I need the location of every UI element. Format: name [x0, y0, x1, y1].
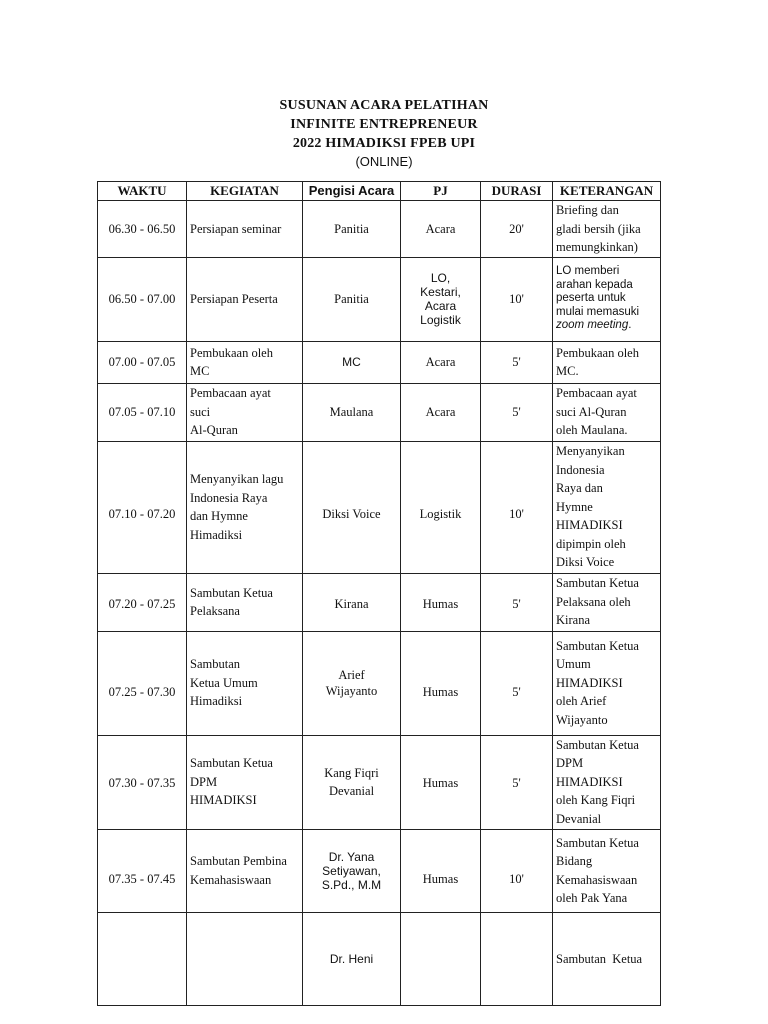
cell-line: Dr. Yana — [328, 849, 375, 864]
cell-line: Persiapan Peserta — [190, 291, 278, 306]
cell-line: 10' — [509, 506, 524, 521]
cell-line: 07.25 - 07.30 — [108, 684, 176, 699]
cell-line: 10' — [509, 871, 524, 886]
cell-keterangan — [553, 735, 661, 829]
cell-durasi: 5' — [481, 341, 553, 383]
cell-keterangan — [553, 631, 661, 735]
header-pengisi-acara: Pengisi Acara — [303, 182, 401, 201]
cell-line: Indonesia Raya — [190, 490, 268, 505]
cell-durasi — [481, 735, 553, 829]
cell-pengisi — [303, 201, 401, 258]
cell-line: suci — [190, 404, 211, 419]
cell-line: Sambutan Ketua — [190, 585, 273, 600]
cell-pj — [401, 573, 481, 631]
cell-line: Himadiksi — [190, 694, 243, 709]
cell-pj — [401, 201, 481, 258]
cell-line: MC. — [556, 364, 579, 378]
cell-line: Humas — [422, 776, 459, 791]
cell-line: Sambutan Ketua — [556, 737, 639, 752]
cell-pj — [401, 441, 481, 573]
cell-pengisi — [303, 735, 401, 829]
cell-line-last — [556, 319, 657, 333]
cell-line: Indonesia — [556, 462, 605, 477]
cell-line: Al-Quran — [190, 423, 238, 438]
cell-line: MC — [190, 364, 210, 378]
table-row — [98, 201, 661, 258]
table-header-row — [98, 182, 661, 201]
cell-line: Hymne — [556, 499, 593, 514]
cell-kegiatan — [187, 735, 303, 829]
cell-line: gladi bersih (jika — [556, 221, 641, 236]
cell-pj — [401, 631, 481, 735]
cell-line: Kestari, — [420, 285, 461, 299]
cell-line: Devanial — [328, 784, 375, 798]
cell-line: 5' — [512, 597, 521, 612]
cell-waktu: 06.30 - 06.50 — [98, 201, 187, 258]
cell-line: Devanial — [556, 811, 602, 826]
cell-line: Menyanyikan lagu — [190, 472, 284, 486]
cell-line: oleh Kang Fiqri — [556, 793, 636, 808]
cell-line: 07.35 - 07.45 — [108, 871, 176, 886]
cell-line: Logistik — [419, 506, 462, 521]
cell-keterangan — [553, 257, 661, 341]
cell-kegiatan — [187, 257, 303, 341]
cell-line: peserta untuk — [556, 292, 626, 305]
cell-line: 07.20 - 07.25 — [108, 597, 176, 612]
cell-kegiatan — [187, 341, 303, 383]
cell-line: 07.10 - 07.20 — [108, 506, 176, 521]
header-pj: PJ — [401, 182, 481, 201]
cell-durasi — [481, 573, 553, 631]
cell-line: Menyanyikan — [556, 444, 625, 459]
cell-line: Humas — [422, 597, 459, 612]
cell-durasi — [481, 912, 553, 1006]
cell-keterangan — [553, 201, 661, 258]
table-row — [98, 383, 661, 441]
cell-durasi: 5' — [481, 383, 553, 441]
cell-kegiatan — [187, 441, 303, 573]
cell-line: dan Hymne — [190, 509, 248, 523]
title-line-online: (ONLINE) — [355, 154, 413, 169]
cell-line: Wijayanto — [325, 684, 378, 698]
header-kegiatan: KEGIATAN — [187, 182, 303, 201]
cell-line: HIMADIKSI — [556, 518, 623, 533]
cell-line: 5' — [512, 684, 521, 699]
cell-line: HIMADIKSI — [556, 675, 623, 690]
cell-line: Pembukaan oleh — [556, 345, 639, 360]
cell-line: Dr. Heni — [329, 951, 374, 966]
cell-line: MC — [342, 355, 361, 369]
cell-line: 5' — [512, 776, 521, 791]
cell-pj — [401, 912, 481, 1006]
cell-line: oleh Maulana. — [556, 423, 628, 438]
title-line-2: INFINITE ENTREPRENEUR — [290, 117, 478, 132]
cell-durasi: 10' — [481, 257, 553, 341]
cell-line: arahan kepada — [556, 278, 633, 291]
cell-line: Sambutan Ketua — [556, 576, 639, 591]
cell-line: Humas — [422, 871, 459, 886]
italic-text: zoom meeting — [556, 319, 629, 332]
cell-waktu — [98, 735, 187, 829]
cell-pengisi — [303, 383, 401, 441]
cell-line: Pelaksana oleh — [556, 594, 631, 609]
cell-kegiatan — [187, 631, 303, 735]
table-row — [98, 912, 661, 1006]
cell-line: Diksi Voice — [556, 555, 615, 570]
cell-durasi — [481, 441, 553, 573]
cell-line: Acara — [425, 404, 456, 419]
cell-kegiatan — [187, 201, 303, 258]
cell-line: HIMADIKSI — [190, 793, 257, 808]
cell-line: Kemahasiswaan — [190, 872, 272, 887]
cell-line: HIMADIKSI — [556, 774, 623, 789]
cell-keterangan — [553, 829, 661, 912]
cell-line: Wijayanto — [556, 712, 608, 727]
cell-line: Logistik — [420, 313, 461, 327]
table-row — [98, 631, 661, 735]
cell-pengisi — [303, 441, 401, 573]
cell-kegiatan — [187, 912, 303, 1006]
cell-keterangan — [553, 573, 661, 631]
italic-suffix: . — [628, 319, 632, 332]
cell-line: mulai memasuki — [556, 305, 640, 318]
cell-line: Sambutan Ketua — [556, 638, 639, 653]
cell-line: Persiapan seminar — [190, 221, 282, 236]
cell-line: Panitia — [334, 291, 369, 306]
cell-pengisi — [303, 912, 401, 1006]
cell-line: Briefing dan — [556, 203, 619, 217]
cell-line: DPM — [556, 756, 584, 771]
cell-line: memungkinkan) — [556, 240, 638, 254]
cell-line: oleh Pak Yana — [556, 891, 628, 905]
cell-line: Sambutan Ketua — [190, 756, 273, 771]
cell-durasi — [481, 829, 553, 912]
cell-waktu — [98, 573, 187, 631]
cell-line: Diksi Voice — [322, 506, 381, 521]
cell-kegiatan — [187, 573, 303, 631]
cell-line: Acara — [424, 299, 457, 313]
cell-line: Humas — [422, 684, 459, 699]
table-row — [98, 441, 661, 573]
cell-line: Pembacaan ayat — [190, 386, 271, 401]
cell-line: Sambutan Ketua — [556, 835, 639, 850]
cell-line: Pembukaan oleh — [190, 345, 273, 360]
table-row — [98, 829, 661, 912]
cell-line: Panitia — [334, 221, 369, 236]
cell-pj — [401, 829, 481, 912]
cell-pengisi — [303, 573, 401, 631]
cell-pj — [401, 257, 481, 341]
cell-line: Kirana — [334, 597, 369, 612]
cell-line: Kirana — [556, 613, 591, 628]
table-row — [98, 341, 661, 383]
cell-line: Raya dan — [556, 481, 603, 496]
cell-pengisi — [303, 829, 401, 912]
cell-keterangan — [553, 383, 661, 441]
cell-waktu — [98, 441, 187, 573]
cell-waktu — [98, 912, 187, 1006]
table-row — [98, 735, 661, 829]
cell-line: LO, — [430, 271, 451, 285]
cell-line: suci Al-Quran — [556, 404, 627, 419]
title-line-3: 2022 HIMADIKSI FPEB UPI — [292, 136, 476, 151]
cell-keterangan — [553, 441, 661, 573]
cell-line: Bidang — [556, 854, 593, 868]
cell-line: dipimpin oleh — [556, 536, 626, 551]
cell-pj — [401, 341, 481, 383]
cell-waktu: 06.50 - 07.00 — [98, 257, 187, 341]
cell-line: Arief — [338, 668, 365, 682]
title-line-1: SUSUNAN ACARA PELATIHAN — [279, 98, 489, 113]
table-row — [98, 573, 661, 631]
cell-line: 07.30 - 07.35 — [108, 776, 176, 791]
header-durasi: DURASI — [481, 182, 553, 201]
cell-line: Kang Fiqri — [324, 765, 379, 780]
schedule-table — [97, 181, 661, 1006]
cell-keterangan — [553, 341, 661, 383]
cell-waktu — [98, 829, 187, 912]
cell-line: Setiyawan, — [322, 863, 381, 878]
document-title-block — [0, 96, 768, 170]
cell-line: S.Pd., M.M — [321, 877, 382, 892]
cell-line: DPM — [190, 774, 218, 789]
cell-line: Sambutan Ketua — [556, 951, 643, 966]
cell-pengisi — [303, 341, 401, 383]
cell-kegiatan — [187, 829, 303, 912]
cell-line: Himadiksi — [190, 527, 243, 542]
cell-line: Pembacaan ayat — [556, 386, 637, 401]
cell-durasi — [481, 631, 553, 735]
cell-line: Sambutan Pembina — [190, 854, 287, 868]
cell-line: Maulana — [329, 404, 374, 419]
cell-line: oleh Arief — [556, 694, 607, 709]
header-waktu: WAKTU — [98, 182, 187, 201]
cell-line: Kemahasiswaan — [556, 872, 638, 887]
table-row — [98, 257, 661, 341]
cell-waktu — [98, 631, 187, 735]
cell-line: Acara — [425, 221, 456, 236]
cell-pj — [401, 383, 481, 441]
cell-waktu: 07.05 - 07.10 — [98, 383, 187, 441]
cell-pengisi — [303, 257, 401, 341]
cell-pengisi — [303, 631, 401, 735]
cell-waktu: 07.00 - 07.05 — [98, 341, 187, 383]
cell-line: Pelaksana — [190, 604, 240, 618]
cell-pj — [401, 735, 481, 829]
cell-line: Sambutan — [190, 657, 240, 672]
cell-line: Acara — [425, 354, 456, 369]
cell-keterangan — [553, 912, 661, 1006]
cell-line: Ketua Umum — [190, 675, 258, 690]
cell-line: LO memberi — [556, 265, 620, 278]
cell-kegiatan — [187, 383, 303, 441]
cell-durasi: 20' — [481, 201, 553, 258]
header-keterangan: KETERANGAN — [553, 182, 661, 201]
cell-line: Umum — [556, 657, 591, 672]
